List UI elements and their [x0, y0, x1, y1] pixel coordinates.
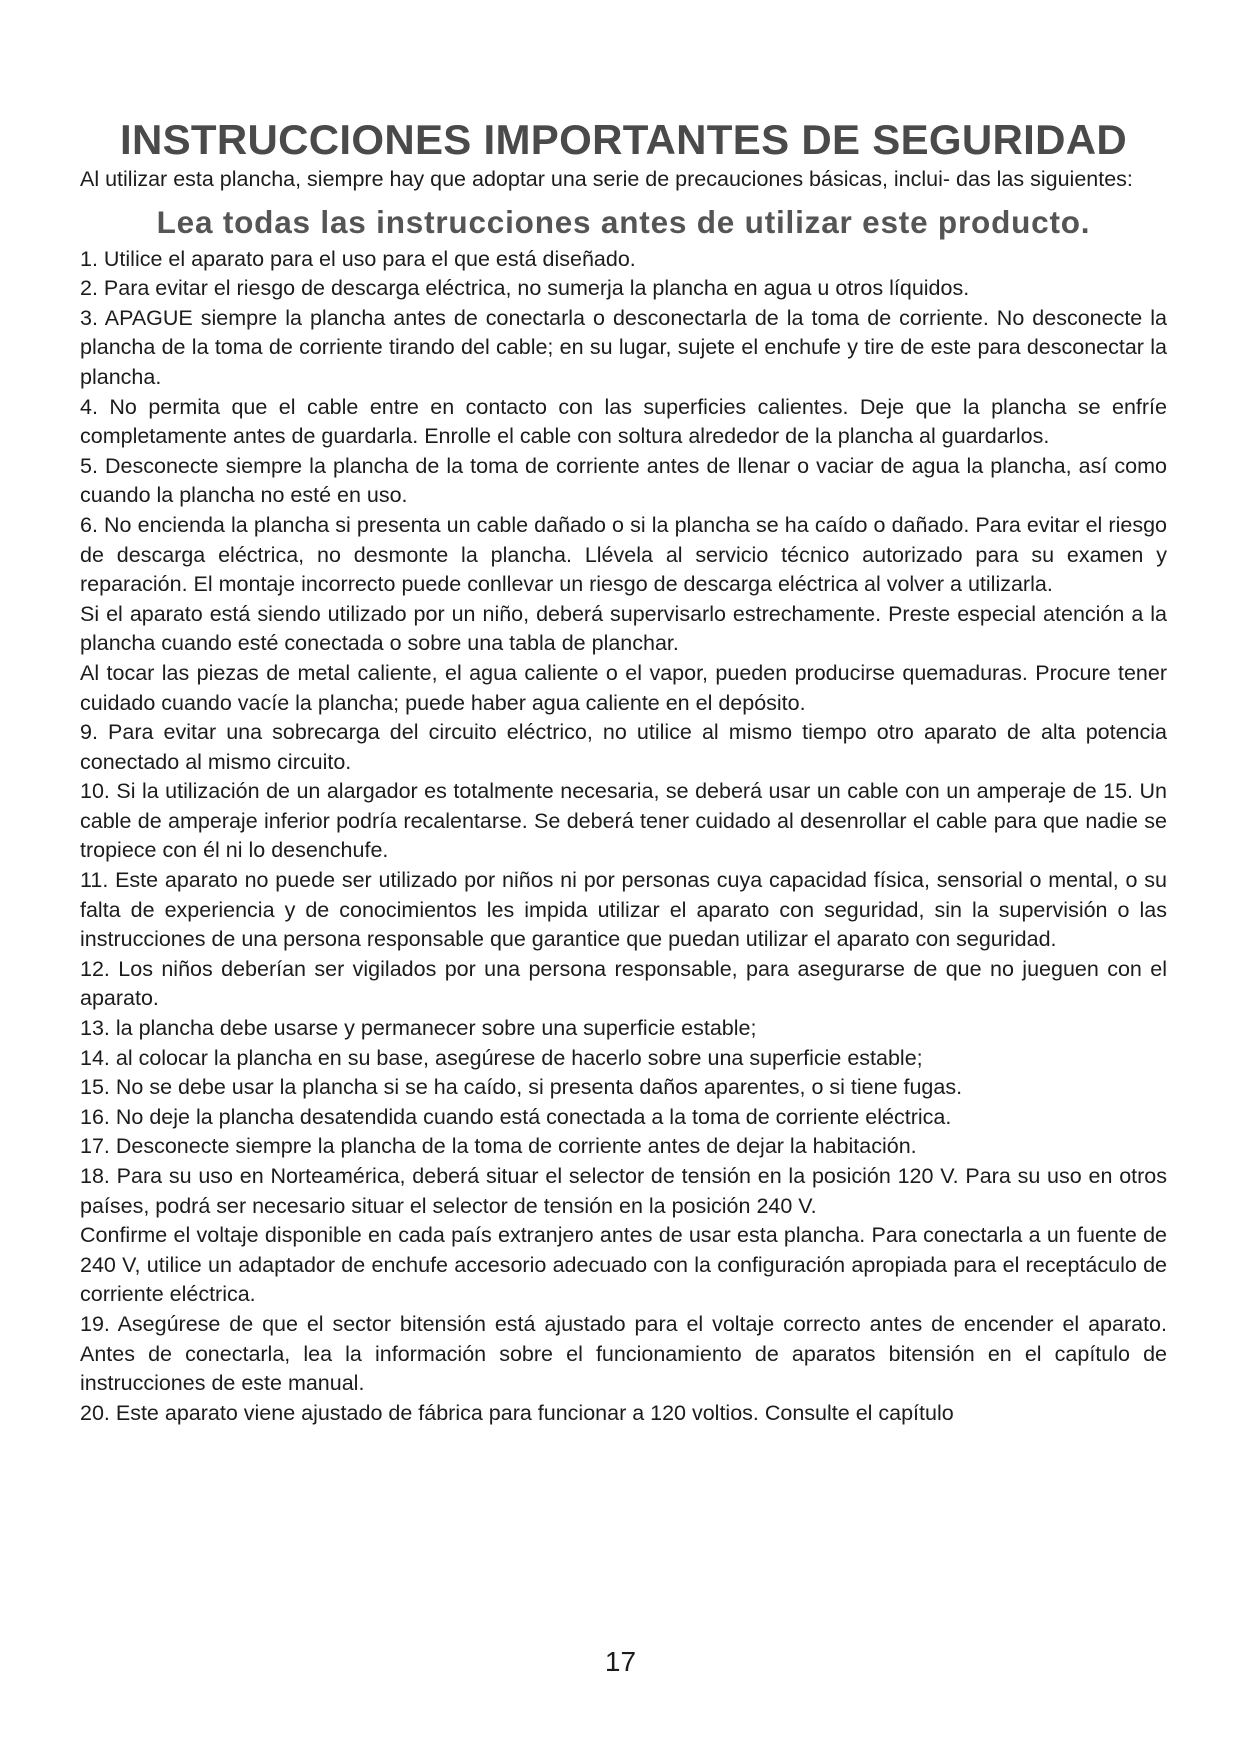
instruction-item: 4. No permita que el cable entre en contacto con las superficies calientes. Deje que la plancha se enfríe completamente antes de guardarla. Enrolle el cable con soltura alrededor de la plancha al guardarlos. [80, 394, 1167, 449]
instruction-item: Confirme el voltaje disponible en cada país extranjero antes de usar esta plancha. Para conectarla a un fuente de 240 V, utilice un adaptador de enchufe accesorio adecuado con la configuración apropiada para el receptáculo de corriente eléctrica. [80, 1223, 1167, 1307]
instruction-item: 18. Para su uso en Norteamérica, deberá situar el selector de tensión en la posición 120 V. Para su uso en otros países, podrá ser necesario situar el selector de tensión en la posición 240 V. [80, 1164, 1167, 1218]
instruction-item: 5. Desconecte siempre la plancha de la toma de corriente antes de llenar o vaciar de agua la plancha, así como cuando la plancha no esté en uso. [80, 453, 1167, 508]
instruction-list [80, 245, 1167, 1429]
document-page [80, 115, 1167, 1428]
instruction-item: 14. al colocar la plancha en su base, asegúrese de hacerlo sobre una superficie estable; [80, 1045, 923, 1070]
intro-paragraph: Al utilizar esta plancha, siempre hay que adoptar una serie de precauciones básicas, inclui- das las siguientes: [80, 167, 1133, 191]
instruction-item: 11. Este aparato no puede ser utilizado por niños ni por personas cuya capacidad física, sensorial o mental, o su falta de experiencia y de conocimientos les impida utilizar el aparato con seguridad, sin la supervisión o las instrucciones de una persona responsable que garantice que puedan utilizar el aparato con seguridad. [80, 868, 1167, 952]
instruction-item: 10. Si la utilización de un alargador es totalmente necesaria, se deberá usar un cable con un amperaje de 15. Un cable de amperaje inferior podría recalentarse. Se deberá tener cuidado al desenrollar el cable para que nadie se tropiece con él ni lo desenchufe. [80, 779, 1167, 863]
instruction-item: 12. Los niños deberían ser vigilados por una persona responsable, para asegurarse de que no jueguen con el aparato. [80, 956, 1167, 1011]
instruction-item: 1. Utilice el aparato para el uso para el que está diseñado. [80, 246, 636, 271]
instruction-item: 16. No deje la plancha desatendida cuando está conectada a la toma de corriente eléctrica. [80, 1104, 952, 1129]
subtitle: Lea todas las instrucciones antes de utilizar este producto. [156, 203, 1091, 240]
instruction-item: 15. No se debe usar la plancha si se ha caído, si presenta daños aparentes, o si tiene fugas. [80, 1075, 963, 1100]
instruction-item: 17. Desconecte siempre la plancha de la toma de corriente antes de dejar la habitación. [80, 1134, 917, 1159]
page-number: 17 [604, 1646, 637, 1677]
instruction-item: 2. Para evitar el riesgo de descarga eléctrica, no sumerja la plancha en agua u otros líquidos. [80, 276, 970, 301]
instruction-item: Al tocar las piezas de metal caliente, el agua caliente o el vapor, pueden producirse quemaduras. Procure tener cuidado cuando vacíe la plancha; puede haber agua caliente en el depósito. [80, 660, 1167, 715]
instruction-item: 19. Asegúrese de que el sector bitensión está ajustado para el voltaje correcto antes de encender el aparato. Antes de conectarla, lea la información sobre el funcionamiento de aparatos bitensión en el capítulo de instrucciones de este manual. [80, 1311, 1167, 1396]
instruction-item: 13. la plancha debe usarse y permanecer sobre una superficie estable; [80, 1016, 757, 1041]
page-title: INSTRUCCIONES IMPORTANTES DE SEGURIDAD [119, 116, 1127, 163]
instruction-item: Si el aparato está siendo utilizado por un niño, deberá supervisarlo estrechamente. Preste especial atención a la plancha cuando esté conectada o sobre una tabla de planchar. [80, 601, 1167, 656]
instruction-item: 9. Para evitar una sobrecarga del circuito eléctrico, no utilice al mismo tiempo otro aparato de alta potencia conectado al mismo circuito. [80, 720, 1167, 774]
instruction-item: 6. No encienda la plancha si presenta un cable dañado o si la plancha se ha caído o dañado. Para evitar el riesgo de descarga eléctrica, no desmonte la plancha. Llévela al servicio técnico autorizado para su examen y reparación. El montaje incorrecto puede conllevar un riesgo de descarga eléctrica al volver a utilizarla. [80, 512, 1167, 597]
instruction-item: 3. APAGUE siempre la plancha antes de conectarla o desconectarla de la toma de corriente. No desconecte la plancha de la toma de corriente tirando del cable; en su lugar, sujete el enchufe y tire de este para desconectar la plancha. [80, 305, 1167, 389]
instruction-item: 20. Este aparato viene ajustado de fábrica para funcionar a 120 voltios. Consulte el capítulo [80, 1400, 954, 1425]
